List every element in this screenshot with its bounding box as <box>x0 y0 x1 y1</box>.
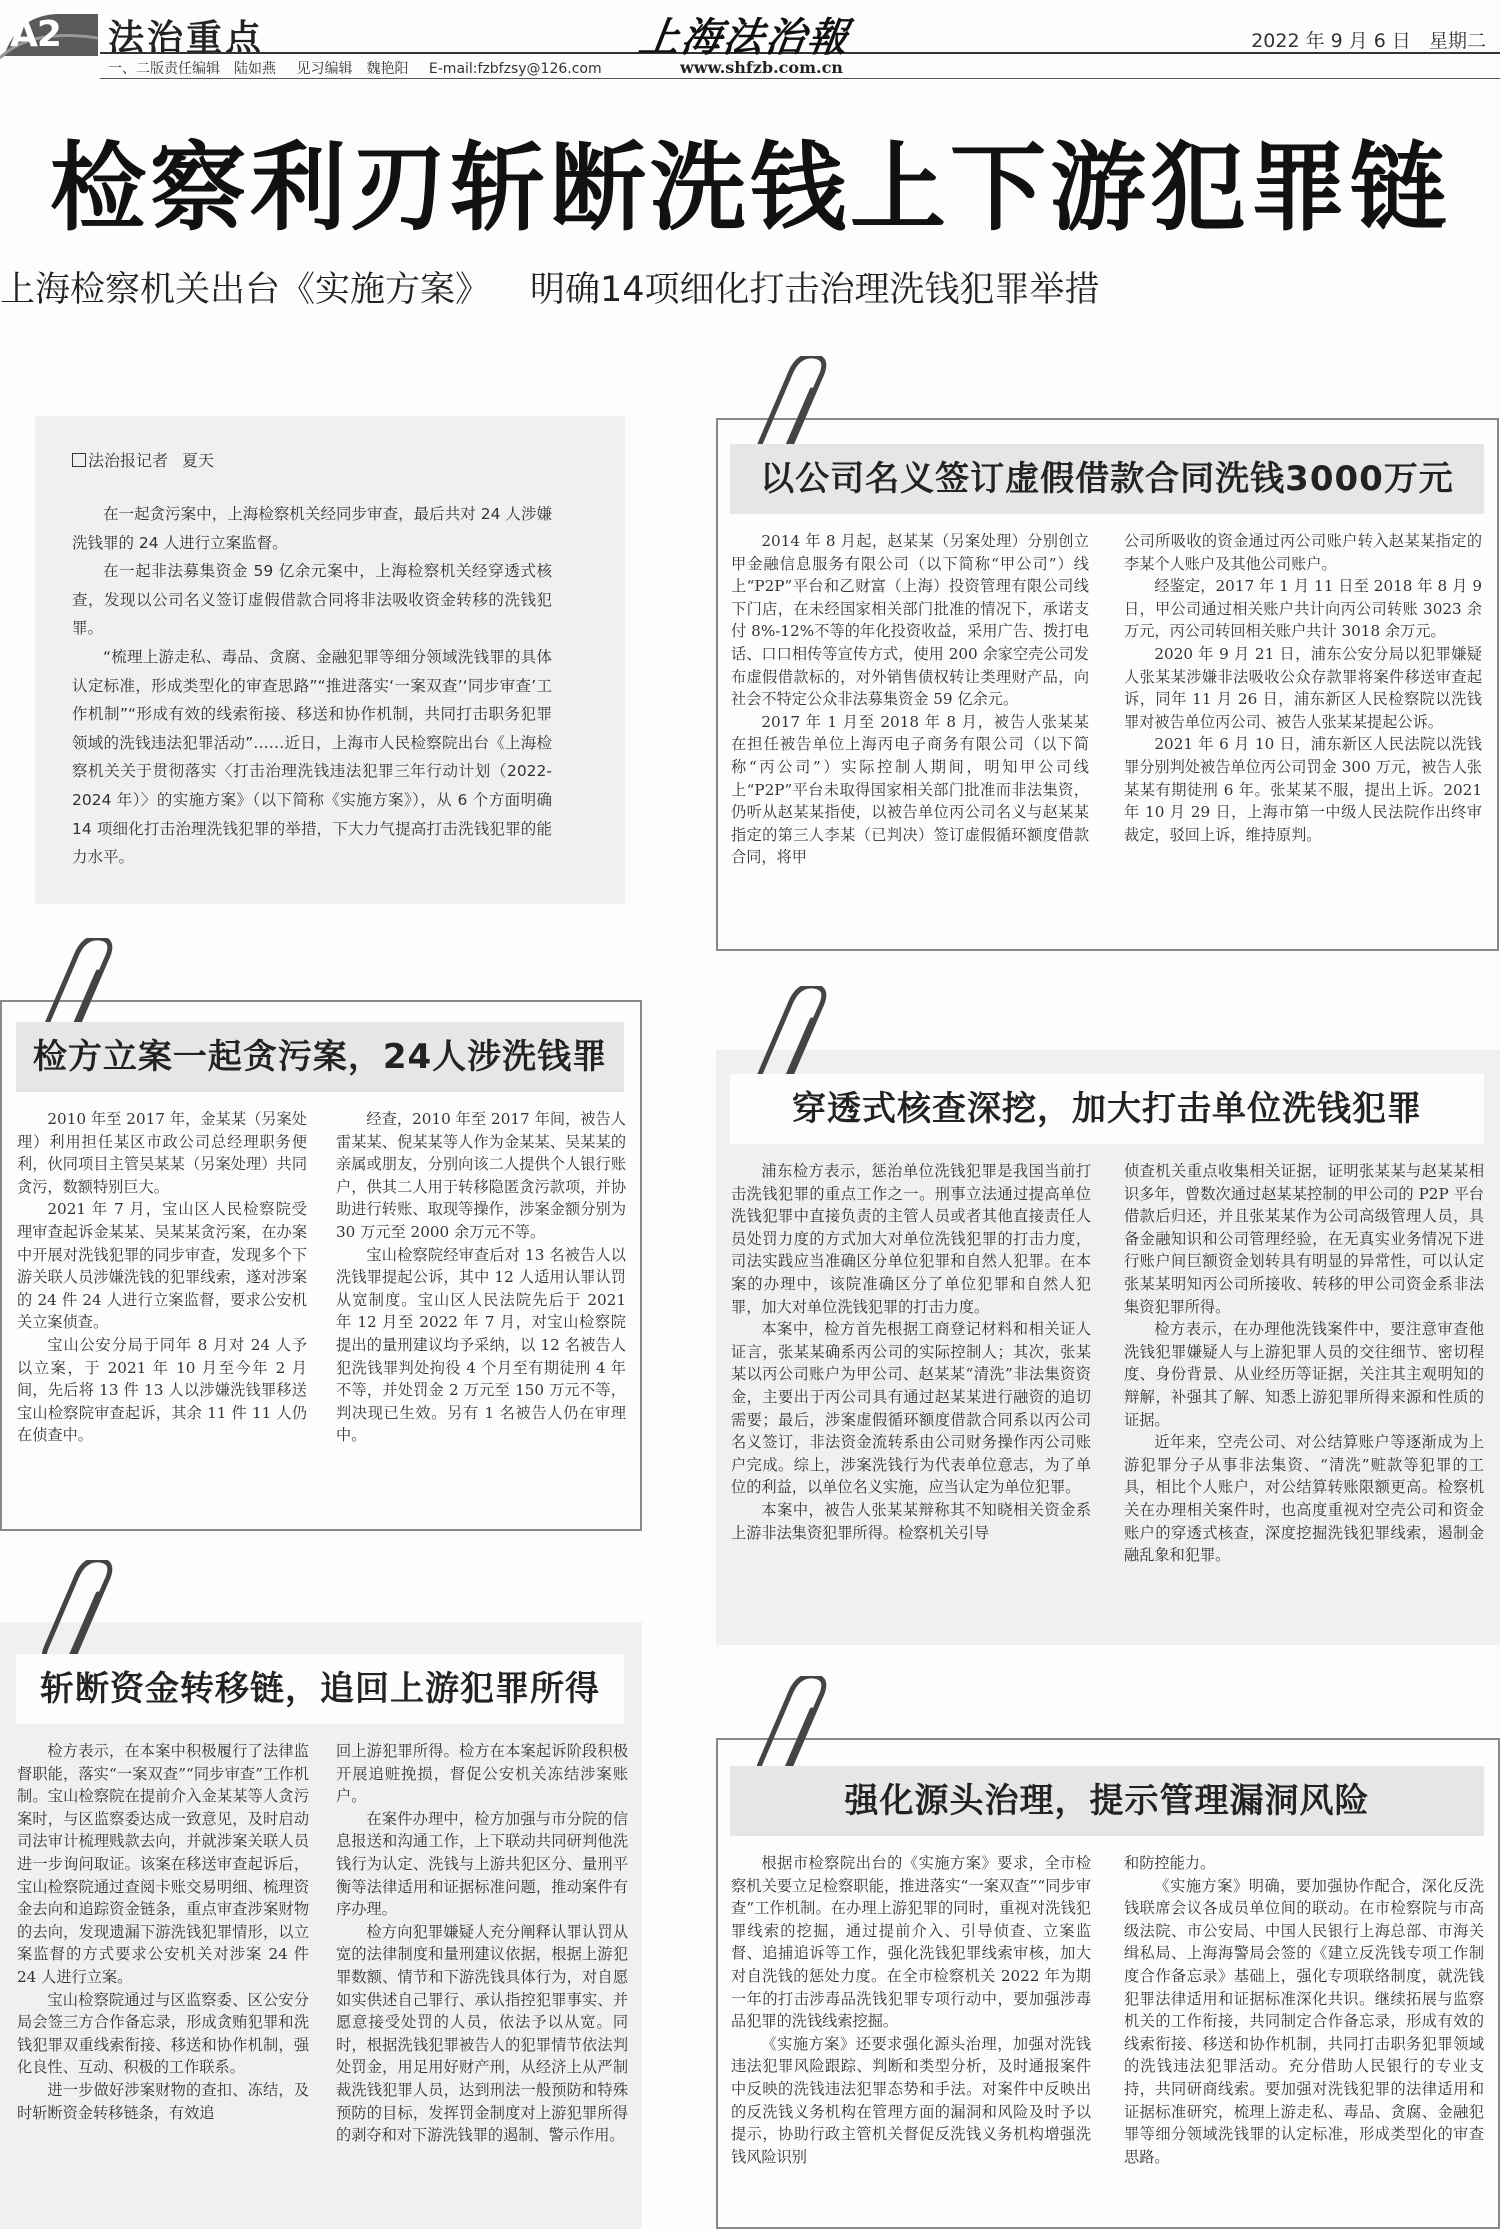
article-paragraph: 本案中，检方首先根据工商登记材料和相关证人证言，张某某确系丙公司的实际控制人；其次，张某某以丙公司账户为甲公司、赵某某“清洗”非法集资资金，主要出于丙公司具有通过赵某某进行融资的追切需要；最后，涉案虚假循环额度借款合同系以丙公司名义签订，非法资金流转系由公司财务操作丙公司账户完成。综上，涉案洗钱行为代表单位意志，为了单位的利益，以单位名义实施，应当认定为单位犯罪。 <box>731 1320 1091 1497</box>
article-column <box>336 1108 626 1447</box>
masthead <box>0 0 1500 80</box>
article-column <box>1124 530 1482 846</box>
editor-credit: 一、二版责任编辑 陆如燕 <box>108 61 276 77</box>
editor-credits <box>108 58 618 78</box>
article-paragraph: 经查，2010 年至 2017 年间，被告人雷某某、倪某某等人作为金某某、吴某某的亲属或朋友，分别向该二人提供个人银行账户，供其二人用于转移隐匿贪污款项，并协助进行转账、取现等操作，涉案金额分别为 30 万元至 2000 余万元不等。 <box>336 1110 626 1241</box>
section-title: 以公司名义签订虚假借款合同洗钱3000万元 <box>730 444 1484 514</box>
lead-paragraph: “梳理上游走私、毒品、贪腐、金融犯罪等细分领域洗钱罪的具体认定标准，形成类型化的审查思路”“推进落实‘一案双查’‘同步审查’工作机制”“形成有效的线索衔接、移送和协作机制，共同打击职务犯罪领域的洗钱违法犯罪活动”……近日，上海市人民检察院出台《上海检察机关关于贯彻落实〈打击治理洗钱违法犯罪三年行动计划（2022-2024 年）〉的实施方案》（以下简称《实施方案》），从 6 个方面明确 14 项细化打击治理洗钱犯罪的举措，下大力气提高打击洗钱犯罪的能力水平。 <box>72 647 552 867</box>
article-paragraph: 2010 年至 2017 年，金某某（另案处理）利用担任某区市政公司总经理职务便利，伙同项目主管吴某某（另案处理）共同贪污，数额特别巨大。 <box>17 1110 307 1196</box>
section-title: 斩断资金转移链，追回上游犯罪所得 <box>16 1654 624 1724</box>
article-paragraph: 2021 年 6 月 10 日，浦东新区人民法院以洗钱罪分别判处被告单位丙公司罚金 300 万元，被告人张某某有期徒刑 6 年。张某某不服，提出上诉。2021 年 10 月 29 日，上海市第一中级人民法院作出终审裁定，驳回上诉，维持原判。 <box>1124 735 1482 844</box>
article-paragraph: 宝山公安分局于同年 8 月对 24 人予以立案，于 2021 年 10 月至今年 2 月间，先后将 13 件 13 人以涉嫌洗钱罪移送宝山检察院审查起诉，其余 11 件 11 人仍在侦查中。 <box>17 1335 307 1445</box>
editor-email: E-mail:fzbfzsy@126.com <box>428 61 602 77</box>
byline-name: 夏天 <box>182 451 215 470</box>
article-paragraph: 《实施方案》明确，要加强协作配合，深化反洗钱联席会议各成员单位间的联动。在市检察院与市高级法院、市公安局、中国人民银行上海总部、市海关缉私局、上海海警局会签的《建立反洗钱专项工作制度合作备忘录》基础上，强化专项联络制度，就洗钱犯罪法律适用和证据标准深化共识。继续拓展与监察机关的工作衔接，共同制定合作备忘录，形成有效的线索衔接、移送和协作机制，共同打击职务犯罪领域的洗钱违法犯罪活动。充分借助人民银行的专业支持，共同研商线索。要加强对洗钱犯罪的法律适用和证据标准研究，梳理上游走私、毒品、贪腐、金融犯罪等细分领域洗钱罪的认定标准，形成类型化的审查思路。 <box>1124 1876 1484 2166</box>
article-paragraph: 检方向犯罪嫌疑人充分阐释认罪认罚从宽的法律制度和量刑建议依据，根据上游犯罪数额、情节和下游洗钱具体行为，对自愿如实供述自己罪行、承认指控犯罪事实、并愿意接受处罚的人员，依法予以从宽。同时，根据洗钱犯罪被告人的犯罪情节依法判处罚金，用足用好财产刑，从经济上从严制裁洗钱犯罪人员，达到刑法一般预防和特殊预防的目标，发挥罚金制度对上游犯罪所得的剥夺和对下游洗钱罪的遏制、警示作用。 <box>336 1922 628 2145</box>
section-name: 法治重点 <box>108 18 265 59</box>
article-paragraph: 检方表示，在本案中积极履行了法律监督职能，落实“一案双查”“同步审查”工作机制。宝山检察院在提前介入金某某等人贪污案时，与区监察委达成一致意见，及时启动司法审计梳理贱款去向，并就涉案关联人员进一步询问取证。该案在移送审查起诉后，宝山检察院通过查阅卡账交易明细、梳理资金去向和追踪资金链条，重点审查涉案财物的去向，发现遗漏下游洗钱犯罪情形，以立案监督的方式要求公安机关对涉案 24 件 24 人进行立案。 <box>17 1742 309 1986</box>
article-column <box>1124 1160 1484 1567</box>
article-paragraph: 《实施方案》还要求强化源头治理，加强对洗钱违法犯罪风险跟踪、判断和类型分析，及时通报案件中反映的洗钱违法犯罪态势和手法。对案件中反映出的反洗钱义务机构在管理方面的漏洞和风险及时予以提示，协助行政主管机关督促反洗钱义务机构增强洗钱风险识别 <box>731 2034 1091 2166</box>
weekday-text: 星期二 <box>1428 30 1486 52</box>
section-title: 强化源头治理，提示管理漏洞风险 <box>730 1766 1484 1836</box>
article-paragraph: 2017 年 1 月至 2018 年 8 月，被告人张某某在担任被告单位上海丙电子商务有限公司（以下简称“丙公司”）实际控制人期间，明知甲公司线上“P2P”平台未取得国家相关部门批准而非法集资，仍听从赵某某指使，以被告单位丙公司名义与赵某某指定的第三人李某（已判决）签订虚假循环额度借款合同，将甲 <box>731 712 1089 867</box>
page-number: A2 <box>10 14 61 55</box>
article-paragraph: 经鉴定，2017 年 1 月 11 日至 2018 年 8 月 9 日，甲公司通过相关账户共计向丙公司转账 3023 余万元，丙公司转回相关账户共计 3018 余万元。 <box>1124 577 1482 641</box>
lead-paragraph: 在一起贪污案中，上海检察机关经同步审查，最后共对 24 人涉嫌洗钱罪的 24 人进行立案监督。 <box>72 505 552 552</box>
section-title: 检方立案一起贪污案，24人涉洗钱罪 <box>16 1022 624 1092</box>
page-badge-icon <box>0 8 100 60</box>
lead-text <box>72 500 552 872</box>
article-column <box>731 530 1089 869</box>
article-column <box>336 1740 628 2147</box>
article-paragraph: 2014 年 8 月起，赵某某（另案处理）分别创立甲金融信息服务有限公司（以下简称“甲公司”）线上“P2P”平台和乙财富（上海）投资管理有限公司线下门店，在未经国家相关部门批准的情况下，承诺支付 8%-12%不等的年化投资收益，采用广告、拨打电话、口口相传等宣传方式，使用 200 余家空壳公司发布虚假借款标的，对外销售债权转让类理财产品，向社会不特定公众非法募集资金 59 亿余元。 <box>731 532 1089 709</box>
article-paragraph: 浦东检方表示，惩治单位洗钱犯罪是我国当前打击洗钱犯罪的重点工作之一。刑事立法通过提高单位洗钱犯罪中直接负责的主管人员或者其他直接责任人员处罚力度的方式加大对单位洗钱犯罪的打击力度，司法实践应当准确区分单位犯罪和自然人犯罪。在本案的办理中，该院准确区分了单位犯罪和自然人犯罪，加大对单位洗钱犯罪的打击力度。 <box>731 1162 1091 1316</box>
article-paragraph: 和防控能力。 <box>1124 1854 1216 1872</box>
article-column <box>17 1740 309 2124</box>
article-paragraph: 2021 年 7 月，宝山区人民检察院受理审查起诉金某某、吴某某贪污案，在办案中开展对洗钱犯罪的同步审查，发现多个下游关联人员涉嫌洗钱的犯罪线索，遂对涉案的 24 件 24 人进行立案监督，要求公安机关立案侦查。 <box>17 1200 307 1332</box>
main-headline: 检察利刃斩断洗钱上下游犯罪链 <box>50 132 1450 244</box>
article-column <box>731 1160 1091 1544</box>
article-paragraph: 本案中，被告人张某某辩称其不知晓相关资金系上游非法集资犯罪所得。检察机关引导 <box>731 1500 1091 1542</box>
section-title: 穿透式核查深挖，加大打击单位洗钱犯罪 <box>730 1074 1484 1144</box>
byline-square-icon <box>72 453 86 467</box>
editor-credit: 见习编辑 魏艳阳 <box>296 61 409 77</box>
article-paragraph: 回上游犯罪所得。检方在本案起诉阶段积极开展追赃挽损，督促公安机关冻结涉案账户。 <box>336 1742 628 1806</box>
lead-paragraph: 在一起非法募集资金 59 亿余元案中，上海检察机关经穿透式核查，发现以公司名义签订虚假借款合同将非法吸收资金转移的洗钱犯罪。 <box>72 562 552 638</box>
subheadline <box>0 262 1100 312</box>
article-paragraph: 2020 年 9 月 21 日，浦东公安分局以犯罪嫌疑人张某某涉嫌非法吸收公众存款罪将案件移送审查起诉，同年 11 月 26 日，浦东新区人民检察院以洗钱罪对被告单位丙公司、被告人张某某提起公诉。 <box>1124 644 1482 731</box>
article-paragraph: 宝山检察院通过与区监察委、区公安分局会签三方合作备忘录，形成贪贿犯罪和洗钱犯罪双重线索衔接、移送和协作机制，强化良性、互动、积极的工作联系。 <box>17 1990 309 2077</box>
subheadline-part: 明确14项细化打击治理洗钱犯罪举措 <box>530 270 1100 310</box>
website-url: www.shfzb.com.cn <box>680 58 843 77</box>
newspaper-logo: 上海法治報 <box>636 14 853 61</box>
article-paragraph: 检方表示，在办理他洗钱案件中，要注意审查他洗钱犯罪嫌疑人与上游犯罪人员的交往细节、密切程度、身份背景、从业经历等证据，关注其主观明知的辩解，补强其了解、知悉上游犯罪所得来源和性质的证据。 <box>1124 1320 1484 1429</box>
byline <box>72 448 214 471</box>
article-paragraph: 近年来，空壳公司、对公结算账户等逐渐成为上游犯罪分子从事非法集资、“清洗”赃款等犯罪的工具，相比个人账户，对公结算转账限额更高。检察机关在办理相关案件时，也高度重视对空壳公司和资金账户的穿透式核查，深度挖掘洗钱犯罪线索，遏制金融乱象和犯罪。 <box>1124 1433 1484 1565</box>
article-paragraph: 进一步做好涉案财物的查扣、冻结，及时斩断资金转移链条，有效追 <box>17 2080 309 2122</box>
article-paragraph: 根据市检察院出台的《实施方案》要求，全市检察机关要立足检察职能，推进落实“一案双查”“同步审查”工作机制。在办理上游犯罪的同时，重视对洗钱犯罪线索的挖掘，通过提前介入、引导侦查、立案监督、追捕追诉等工作，强化洗钱犯罪线索审核，加大对自洗钱的惩处力度。在全市检察机关 2022 年为期一年的打击涉毒品洗钱犯罪专项行动中，要加强涉毒品犯罪的洗钱线索挖掘。 <box>731 1854 1091 2031</box>
subheadline-part: 上海检察机关出台《实施方案》 <box>0 270 491 310</box>
article-paragraph: 在案件办理中，检方加强与市分院的信息报送和沟通工作，上下联动共同研判他洗钱行为认定、洗钱与上游共犯区分、量刑平衡等法律适用和证据标准问题，推动案件有序办理。 <box>336 1809 628 1919</box>
article-paragraph: 公司所吸收的资金通过丙公司账户转入赵某某指定的李某个人账户及其他公司账户。 <box>1124 532 1482 573</box>
article-column <box>17 1108 307 1447</box>
date-text: 2022 年 9 月 6 日 <box>1251 30 1411 52</box>
issue-date <box>1239 26 1486 53</box>
byline-label: 法治报记者 <box>88 451 169 470</box>
article-paragraph: 侦查机关重点收集相关证据，证明张某某与赵某某相识多年，曾数次通过赵某某控制的甲公司的 P2P 平台借款后归还，并且张某某作为公司高级管理人员，具备金融知识和公司管理经验，在无真实业务情况下进行账户间巨额资金划转具有明显的异常性，可以认定张某某明知丙公司所接收、转移的甲公司资金系非法集资犯罪所得。 <box>1124 1162 1484 1316</box>
article-column <box>1124 1852 1484 2168</box>
article-paragraph: 宝山检察院经审查后对 13 名被告人以洗钱罪提起公诉，其中 12 人适用认罪认罚从宽制度。宝山区人民法院先后于 2021 年 12 月至 2022 年 7 月，对宝山检察院提出的量刑建议均予采纳，以 12 名被告人犯洗钱罪判处拘役 4 个月至有期徒刑 4 年不等，并处罚金 2 万元至 150 万元不等，判决现已生效。另有 1 名被告人仍在审理中。 <box>336 1245 626 1445</box>
masthead-rule <box>100 78 1500 79</box>
article-column <box>731 1852 1091 2168</box>
